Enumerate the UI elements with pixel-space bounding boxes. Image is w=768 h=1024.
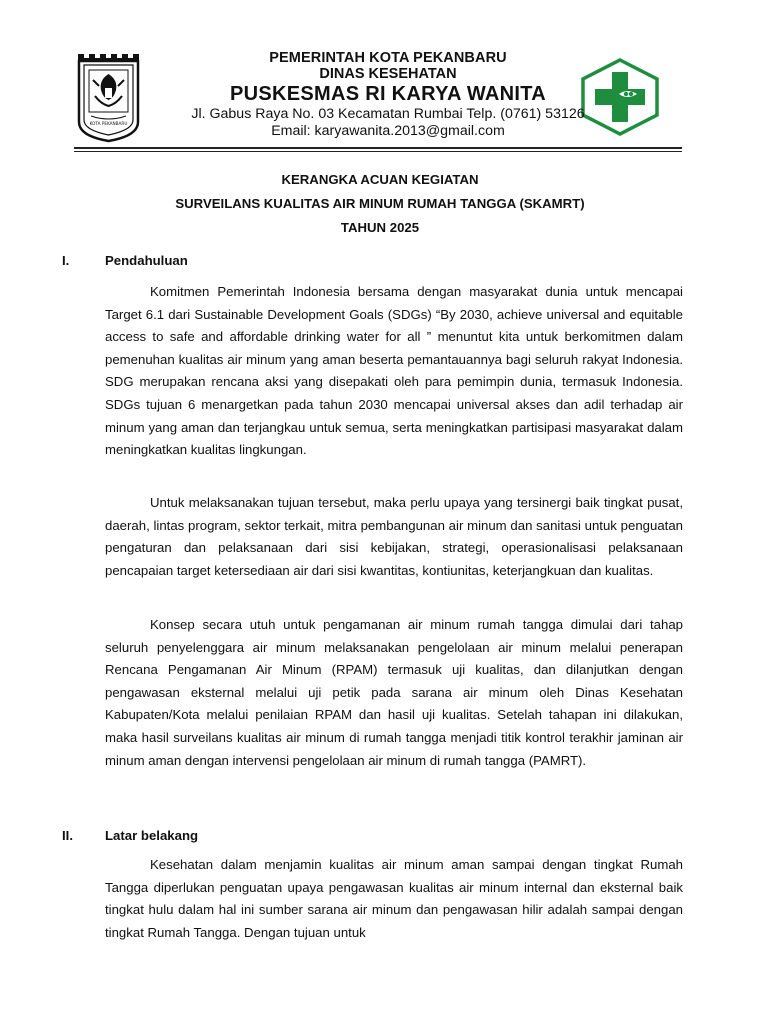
government-name: PEMERINTAH KOTA PEKANBARU (269, 50, 507, 66)
header-divider-thin (74, 151, 682, 152)
address-line: Jl. Gabus Raya No. 03 Kecamatan Rumbai Telp. (0761) 53126 (191, 106, 585, 122)
paragraph: Untuk melaksanakan tujuan tersebut, maka perlu upaya yang tersinergi baik tingkat pusat, daerah, lintas program, sektor terkait, mitra pembangunan air minum dan sanitasi untuk penguatan pengaturan dan pelaksanaan dari sisi kebijakan, strategi, operasionalisasi pelaksanaan pencapaian target ketersediaan air dari sisi kwantitas, kontiunitas, keterjangkuan dan kualitas. (105, 495, 683, 578)
section-heading: Pendahuluan (105, 253, 188, 268)
title-line-3: TAHUN 2025 (340, 220, 420, 235)
city-emblem-icon (75, 50, 142, 143)
section-number: I. (62, 253, 70, 268)
paragraph: Konsep secara utuh untuk pengamanan air minum rumah tangga dimulai dari tahap seluruh penyelenggara air minum melaksanakan pengelolaan air minum melalui penerapan Rencana Pengamanan Air Minum (RPAM) termasuk uji kualitas, dan dilanjutkan dengan pengawasan eksternal melalui uji petik pada sarana air minum oleh Dinas Kesehatan Kabupaten/Kota melalui penilaian RPAM dan hasil uji kualitas. Setelah tahapan ini dilakukan, maka hasil surveilans kualitas air minum di rumah tangga menjadi titik kontrol terakhir jaminan air minum aman dengan intervensi pengelolaan air minum di rumah tangga (PAMRT). (105, 617, 683, 768)
title-line-2: SURVEILANS KUALITAS AIR MINUM RUMAH TANGGA (SKAMRT) (175, 196, 585, 211)
paragraph: Komitmen Pemerintah Indonesia bersama dengan masyarakat dunia untuk mencapai Target 6.1 dari Sustainable Development Goals (SDGs) “By 2030, achieve universal and equitable access to safe and affordable drinking water for all ” menuntut kita untuk berkomitmen dalam pemenuhan kualitas air minum yang aman beserta pemantauannya bagi seluruh rakyat Indonesia. SDG merupakan rencana aksi yang disepakati oleh para pemimpin dunia, termasuk Indonesia. SDGs tujuan 6 menargetkan pada tahun 2030 mencapai universal akses dan adil terhadap air minum yang aman dan terjangkau untuk semua, serta meningkatkan partisipasi masyarakat dalam meningkatkan kualitas lingkungan. (105, 284, 683, 458)
paragraph: Kesehatan dalam menjamin kualitas air minum aman sampai dengan tingkat Rumah Tangga diperlukan penguatan upaya pengawasan kualitas air minum internal dan eksternal baik tingkat hulu dalam hal ini sumber sarana air minum dan pengawasan hilir adalah sampai dengan tingkat Rumah Tangga. Dengan tujuan untuk (105, 857, 683, 940)
department-name: DINAS KESEHATAN (319, 66, 457, 82)
title-line-1: KERANGKA ACUAN KEGIATAN (281, 172, 479, 187)
document-title (100, 168, 660, 240)
section-number: II. (62, 828, 73, 843)
email-line: Email: karyawanita.2013@gmail.com (271, 123, 505, 139)
emblem-text: KOTA PEKANBARU (89, 121, 128, 126)
institution-name: PUSKESMAS RI KARYA WANITA (229, 83, 547, 105)
header-divider-thick (74, 147, 682, 149)
section-heading: Latar belakang (105, 828, 199, 843)
letterhead (140, 50, 636, 140)
